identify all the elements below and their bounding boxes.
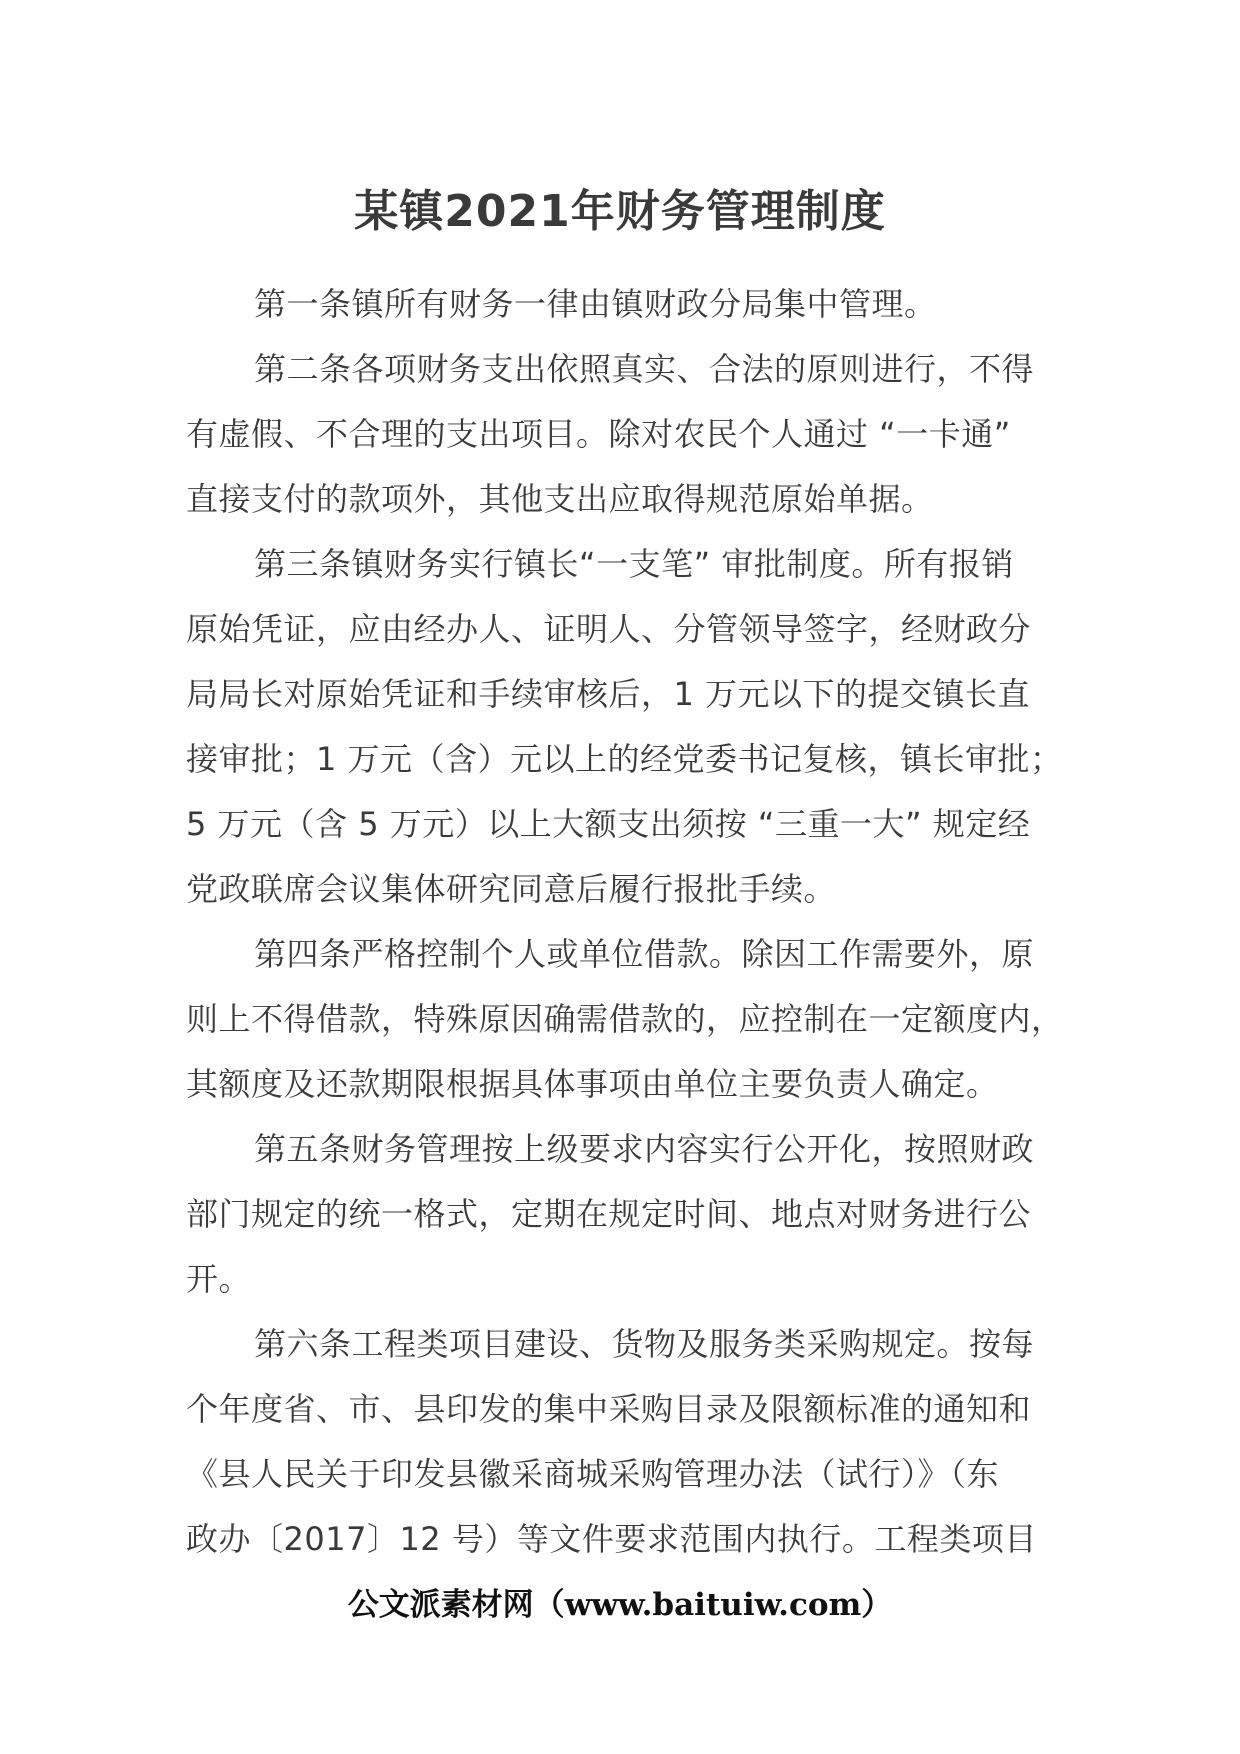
paragraph-line: 党政联席会议集体研究同意后履行报批手续。 (186, 870, 837, 908)
paragraph-line: 原始凭证，应由经办人、证明人、分管领导签字，经财政分 (186, 610, 1032, 648)
paragraph-line: 直接支付的款项外，其他支出应取得规范原始单据。 (186, 480, 934, 518)
paragraph-first-line: 第三条镇财务实行镇长“一支笔” 审批制度。所有报销 (254, 545, 1014, 583)
paragraph-line: 其额度及还款期限根据具体事项由单位主要负责人确定。 (186, 1065, 999, 1103)
paragraph-first-line: 第六条工程类项目建设、货物及服务类采购规定。按每 (254, 1325, 1035, 1363)
paragraph-line: 部门规定的统一格式，定期在规定时间、地点对财务进行公 (186, 1195, 1032, 1233)
paragraph-line: 接审批；1 万元（含）元以上的经党委书记复核，镇长审批； (186, 740, 1063, 778)
paragraph-first-line: 第二条各项财务支出依照真实、合法的原则进行，不得 (254, 350, 1035, 388)
paragraph-line: 政办〔2017〕12 号）等文件要求范围内执行。工程类项目 (186, 1520, 1037, 1558)
footer-watermark: 公文派素材网（www.baituiw.com） (347, 1587, 893, 1623)
paragraph-first-line: 第四条严格控制个人或单位借款。除因工作需要外，原 (254, 935, 1035, 973)
paragraph-line: 5 万元（含 5 万元）以上大额支出须按 “三重一大” 规定经 (186, 805, 1031, 843)
paragraph-line: 局局长对原始凭证和手续审核后，1 万元以下的提交镇长直 (186, 675, 1031, 713)
paragraph-line: 开。 (186, 1260, 252, 1298)
document-body (186, 272, 1066, 1572)
paragraph-first-line: 第一条镇所有财务一律由镇财政分局集中管理。 (254, 285, 937, 323)
paragraph-line: 有虚假、不合理的支出项目。除对农民个人通过 “一卡通” (186, 415, 1011, 453)
document-title: 某镇2021年财务管理制度 (354, 186, 886, 237)
paragraph-line: 《县人民关于印发县徽采商城采购管理办法（试行）》（东 (186, 1455, 1000, 1493)
paragraph-first-line: 第五条财务管理按上级要求内容实行公开化，按照财政 (254, 1130, 1035, 1168)
paragraph-line: 则上不得借款，特殊原因确需借款的，应控制在一定额度内， (186, 1000, 1064, 1038)
paragraph-line: 个年度省、市、县印发的集中采购目录及限额标准的通知和 (186, 1390, 1032, 1428)
